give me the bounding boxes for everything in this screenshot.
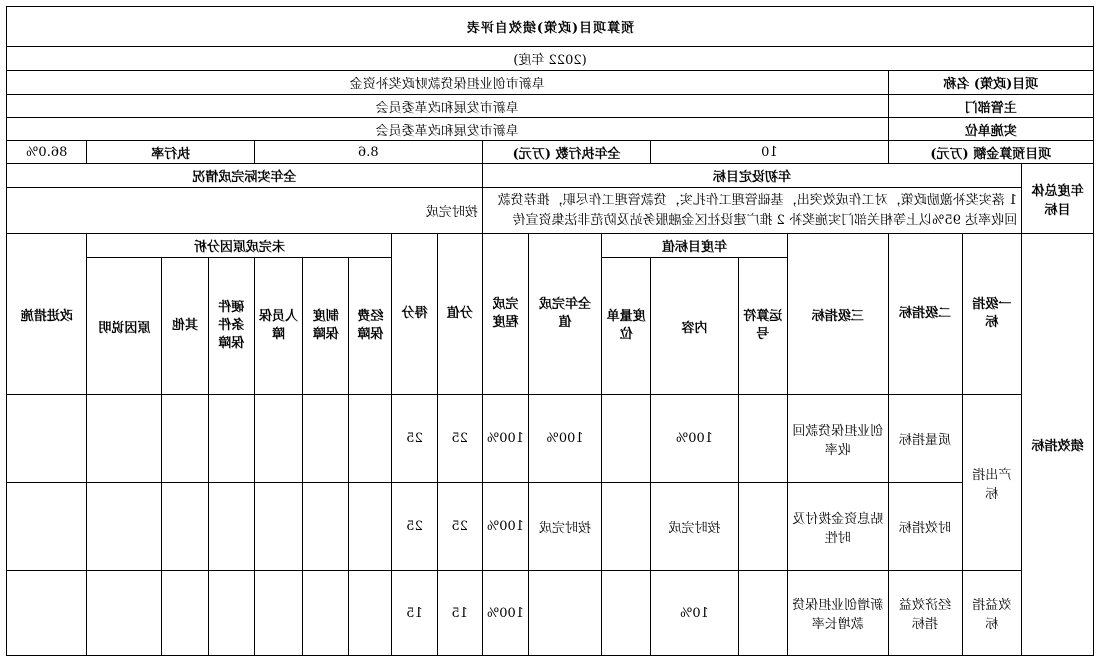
- unit-cell: [601, 571, 650, 656]
- score-cell: 25: [392, 395, 437, 483]
- table-row: [7, 395, 1094, 483]
- level2-cell: 时效指标: [888, 483, 962, 571]
- rate-label: 执行率: [87, 141, 254, 164]
- table-row: [7, 483, 1094, 571]
- level3-header: 三级指标: [787, 234, 888, 395]
- other-header: 其他: [162, 258, 208, 395]
- reason-header: 未完成原因分析: [87, 234, 392, 258]
- level2-cell: 经济效益指标: [888, 571, 962, 656]
- level1-header: 一级指标: [962, 234, 1022, 395]
- op-header: 运算符号: [738, 258, 787, 395]
- table-row: [7, 571, 1094, 656]
- unit-header: 度量单位: [601, 258, 650, 395]
- op-cell: [738, 483, 787, 571]
- content-cell: 100%: [651, 395, 738, 483]
- unit-label: 实施单位: [888, 118, 1093, 141]
- level3-cell: 新增创业担保贷款增长率: [787, 571, 888, 656]
- goal-side-label: 年度总体目标: [1022, 164, 1094, 234]
- staff-header: 人员保障: [254, 258, 302, 395]
- improve-header: 改进措施: [7, 234, 87, 395]
- hardware-header: 硬件条件保障: [208, 258, 254, 395]
- weight-cell: 15: [437, 571, 482, 656]
- actual-cell: 按时完成: [529, 483, 602, 571]
- degree-header: 完成程度: [482, 234, 528, 395]
- weight-cell: 25: [437, 483, 482, 571]
- budget-value: 10: [651, 141, 888, 164]
- degree-cell: 100%: [482, 571, 528, 656]
- unit-value: 阜新市发展和改革委员会: [7, 118, 889, 141]
- budget-label: 项目预算金额 (万元): [888, 141, 1093, 164]
- project-name-value: 阜新市创业担保贷款财政奖补资金: [7, 71, 889, 95]
- form-year: (2022 年度): [7, 47, 1094, 71]
- goal-plan-text: 1 落实奖补激励政策，对工作成效突出，基础管理工作扎实，贷款管理工作尽职，推荐贷款回收率达 95%以上等相关部门实施奖补 2 推广建设社区金融服务站及防范非法集资宣传: [482, 188, 1021, 234]
- exec-label: 全年执行数 (万元): [482, 141, 650, 164]
- weight-cell: 25: [437, 395, 482, 483]
- level3-cell: 创业担保贷款回收率: [787, 395, 888, 483]
- target-header: 年度目标值: [601, 234, 787, 258]
- unit-cell: [601, 395, 650, 483]
- score-header: 得分: [392, 234, 437, 395]
- dept-value: 阜新市发展和改革委员会: [7, 95, 889, 118]
- content-header: 内容: [651, 258, 738, 395]
- degree-cell: 100%: [482, 395, 528, 483]
- content-cell: 按时完成: [651, 483, 738, 571]
- actual-header: 全年完成值: [529, 234, 602, 395]
- level2-header: 二级指标: [888, 234, 962, 395]
- goal-plan-label: 年初设定目标: [482, 164, 1021, 188]
- weight-header: 分值: [437, 234, 482, 395]
- level3-cell: 贴息资金拨付及时性: [787, 483, 888, 571]
- level1-cell: 效益指标: [962, 571, 1022, 656]
- degree-cell: 100%: [482, 483, 528, 571]
- score-cell: 25: [392, 483, 437, 571]
- unit-cell: [601, 483, 650, 571]
- fund-header: 经费保障: [349, 258, 392, 395]
- level1-cell: 产出指标: [962, 395, 1022, 571]
- exec-value: 8.6: [254, 141, 482, 164]
- level2-cell: 质量指标: [888, 395, 962, 483]
- goal-actual-text: 按时完成: [7, 188, 483, 234]
- project-name-label: 项目(政策) 名称: [888, 71, 1093, 95]
- rate-value: 86.0%: [7, 141, 87, 164]
- score-cell: 15: [392, 571, 437, 656]
- note-header: 原因说明: [87, 258, 162, 395]
- op-cell: [738, 395, 787, 483]
- perf-label: 绩效指标: [1022, 234, 1094, 656]
- op-cell: [738, 571, 787, 656]
- system-header: 制度保障: [303, 258, 349, 395]
- goal-actual-label: 全年实际完成情况: [7, 164, 483, 188]
- dept-label: 主管部门: [888, 95, 1093, 118]
- self-evaluation-table: [6, 6, 1094, 656]
- content-cell: 10%: [651, 571, 738, 656]
- actual-cell: [529, 571, 602, 656]
- actual-cell: 100%: [529, 395, 602, 483]
- form-title: 预算项目(政策)绩效自评表: [7, 7, 1094, 47]
